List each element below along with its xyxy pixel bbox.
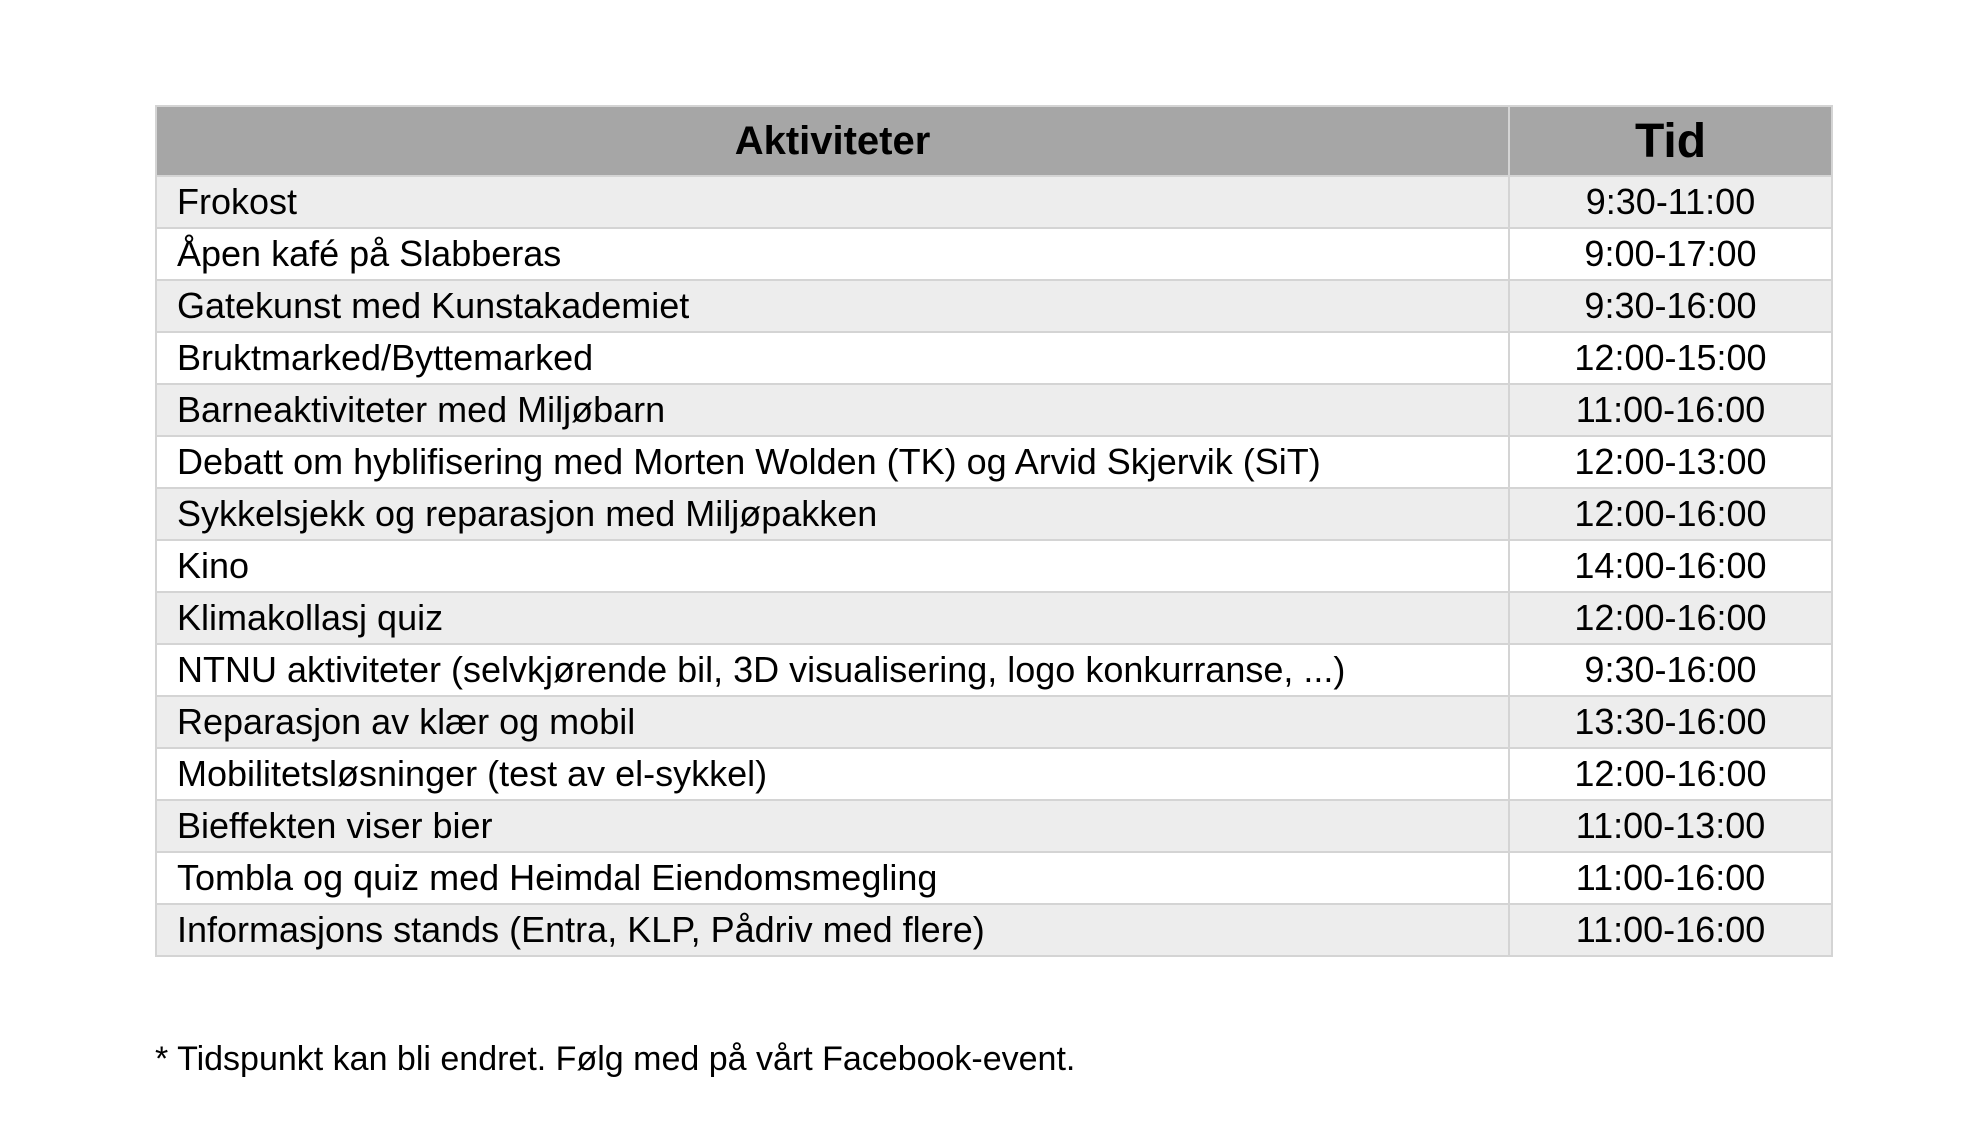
table-row — [156, 332, 1832, 384]
time-cell: 12:00-15:00 — [1509, 332, 1832, 384]
time-cell: 9:30-16:00 — [1509, 644, 1832, 696]
table-row — [156, 904, 1832, 956]
time-cell: 9:00-17:00 — [1509, 228, 1832, 280]
activity-cell: Gatekunst med Kunstakademiet — [156, 280, 1509, 332]
footnote: * Tidspunkt kan bli endret. Følg med på vårt Facebook-event. — [155, 1040, 1076, 1078]
time-cell: 13:30-16:00 — [1509, 696, 1832, 748]
table-row — [156, 488, 1832, 540]
time-cell: 11:00-16:00 — [1509, 852, 1832, 904]
activities-column-header: Aktiviteter — [156, 106, 1509, 176]
table-row — [156, 436, 1832, 488]
activity-cell: Barneaktiviteter med Miljøbarn — [156, 384, 1509, 436]
activity-cell: Informasjons stands (Entra, KLP, Pådriv med flere) — [156, 904, 1509, 956]
table-header-row — [156, 106, 1832, 176]
time-cell: 11:00-16:00 — [1509, 384, 1832, 436]
table-row — [156, 800, 1832, 852]
table-row — [156, 540, 1832, 592]
time-cell: 11:00-16:00 — [1509, 904, 1832, 956]
activity-cell: Frokost — [156, 176, 1509, 228]
activity-cell: Kino — [156, 540, 1509, 592]
time-cell: 12:00-13:00 — [1509, 436, 1832, 488]
table-row — [156, 852, 1832, 904]
table-row — [156, 592, 1832, 644]
activity-cell: Åpen kafé på Slabberas — [156, 228, 1509, 280]
time-column-header: Tid — [1509, 106, 1832, 176]
time-cell: 12:00-16:00 — [1509, 748, 1832, 800]
table-row — [156, 176, 1832, 228]
activity-cell: Klimakollasj quiz — [156, 592, 1509, 644]
activity-cell: Debatt om hyblifisering med Morten Wolden (TK) og Arvid Skjervik (SiT) — [156, 436, 1509, 488]
table-row — [156, 696, 1832, 748]
activity-cell: NTNU aktiviteter (selvkjørende bil, 3D visualisering, logo konkurranse, ...) — [156, 644, 1509, 696]
table-row — [156, 644, 1832, 696]
time-cell: 9:30-16:00 — [1509, 280, 1832, 332]
activity-cell: Bieffekten viser bier — [156, 800, 1509, 852]
time-cell: 14:00-16:00 — [1509, 540, 1832, 592]
time-cell: 12:00-16:00 — [1509, 488, 1832, 540]
activity-cell: Tombla og quiz med Heimdal Eiendomsmegling — [156, 852, 1509, 904]
table-row — [156, 748, 1832, 800]
schedule-table — [155, 105, 1833, 957]
time-cell: 9:30-11:00 — [1509, 176, 1832, 228]
activity-cell: Reparasjon av klær og mobil — [156, 696, 1509, 748]
table-row — [156, 384, 1832, 436]
activity-cell: Bruktmarked/Byttemarked — [156, 332, 1509, 384]
table-row — [156, 228, 1832, 280]
activity-cell: Sykkelsjekk og reparasjon med Miljøpakken — [156, 488, 1509, 540]
time-cell: 11:00-13:00 — [1509, 800, 1832, 852]
table-row — [156, 280, 1832, 332]
schedule-body — [156, 176, 1832, 956]
activity-cell: Mobilitetsløsninger (test av el-sykkel) — [156, 748, 1509, 800]
time-cell: 12:00-16:00 — [1509, 592, 1832, 644]
